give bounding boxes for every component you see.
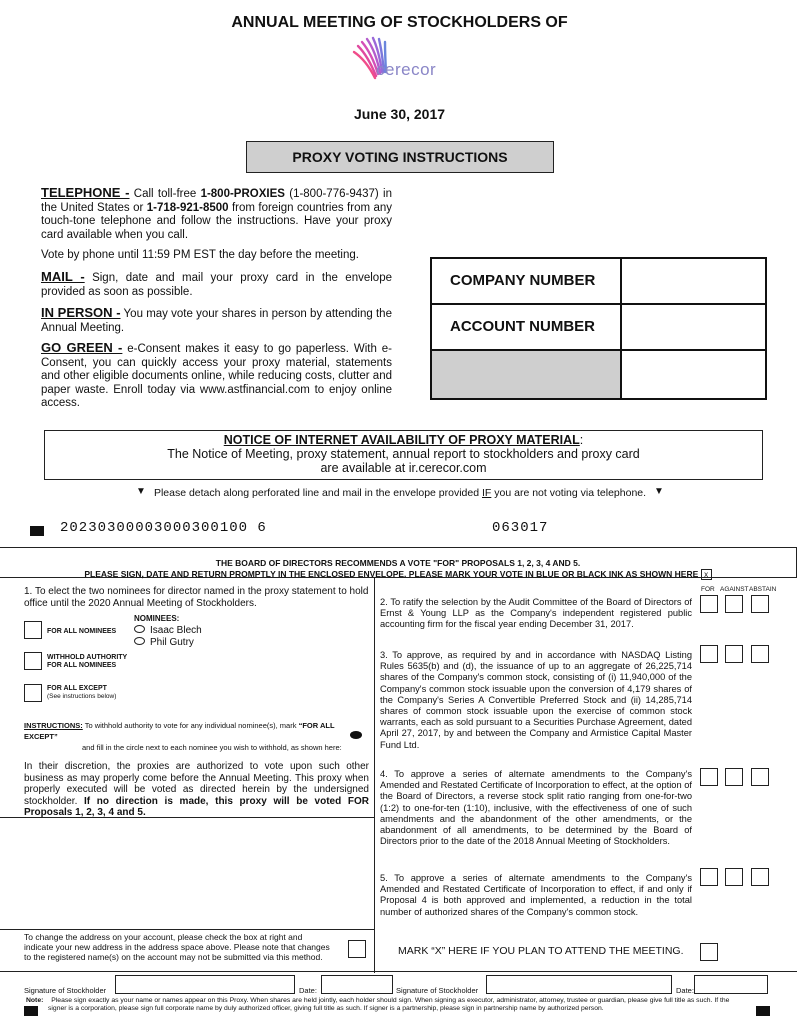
telephone-foreign-number: 1-718-921-8500 [146, 201, 229, 214]
company-account-box [430, 257, 767, 400]
notice-line-1: The Notice of Meeting, proxy statement, annual report to stockholders and proxy card [167, 447, 640, 461]
in-person-text: You may vote your shares in person by attending the Annual Meeting. [41, 308, 392, 334]
withhold-authority-label-2: FOR ALL NOMINEES [47, 662, 117, 669]
nominee-name: Isaac Blech [150, 625, 202, 636]
nominees-heading: NOMINEES: [134, 614, 180, 623]
barcode-code: 063017 [492, 520, 549, 536]
mail-heading: MAIL - [41, 269, 85, 284]
section-rule [0, 971, 797, 972]
nominee-phil-gutry [134, 637, 194, 648]
discretion-bold: If no direction is made, this proxy will be voted FOR Proposals 1, 2, 3, 4 and 5. [24, 795, 369, 818]
instructions-text-1: To withhold authority to vote for any individual nominee(s), mark [82, 721, 299, 730]
proposal-3-against[interactable] [725, 645, 743, 663]
vote-by-phone-deadline: Vote by phone until 11:59 PM EST the day before the meeting. [41, 249, 359, 261]
registration-mark [30, 526, 44, 536]
board-line-2: PLEASE SIGN, DATE AND RETURN PROMPTLY IN THE ENCLOSED ENVELOPE. PLEASE MARK YOUR VOTE IN BLUE OR BLACK INK AS SHOWN HERE [84, 569, 699, 579]
notice-heading: NOTICE OF INTERNET AVAILABILITY OF PROXY MATERIAL [223, 433, 580, 447]
meeting-title: ANNUAL MEETING OF STOCKHOLDERS OF [231, 14, 568, 31]
proposal-3-for[interactable] [700, 645, 718, 663]
for-all-except-label: FOR ALL EXCEPT [47, 685, 107, 692]
for-all-except-checkbox[interactable] [24, 684, 42, 702]
telephone-heading: TELEPHONE - [41, 185, 130, 200]
signature-note [26, 997, 748, 1013]
instructions-heading: INSTRUCTIONS: [24, 721, 83, 730]
proposal-4-against[interactable] [725, 768, 743, 786]
withhold-authority-checkbox[interactable] [24, 652, 42, 670]
date-label-2: Date: [676, 986, 694, 995]
section-rule [0, 929, 374, 930]
mail-text: Sign, date and mail your proxy card in the envelope provided as soon as possible. [41, 272, 392, 298]
account-number-label: ACCOUNT NUMBER [450, 318, 595, 335]
signature-label-1: Signature of Stockholder [24, 986, 107, 995]
filled-circle-example [350, 731, 362, 739]
registration-mark [24, 1006, 38, 1016]
notice-line-2: are available at ir.cerecor.com [320, 461, 487, 475]
account-number-row [432, 305, 765, 351]
detach-text-2: you are not voting via telephone. [491, 487, 647, 499]
proposal-4-abstain[interactable] [751, 768, 769, 786]
example-mark-box: x [701, 569, 712, 580]
attend-meeting-checkbox[interactable] [700, 943, 718, 961]
go-green-instructions [41, 341, 392, 411]
for-all-nominees-checkbox[interactable] [24, 621, 42, 639]
section-rule [0, 817, 374, 818]
detach-instruction [140, 487, 660, 499]
internet-availability-notice [44, 430, 763, 480]
discretion-text-1: In their discretion, the proxies are authorized to vote upon such other business as may properly come before the Annual Meeting. This proxy when properly executed will be voted as directed herein by the undersigned stockholder. [24, 761, 369, 807]
date-label-1: Date: [299, 986, 317, 995]
column-for: FOR [701, 586, 715, 593]
column-against: AGAINST [720, 586, 749, 593]
down-arrow-icon: ▼ [136, 486, 146, 497]
column-abstain: ABSTAIN [749, 586, 777, 593]
proposal-5-against[interactable] [725, 868, 743, 886]
nominee-circle[interactable] [134, 637, 145, 645]
date-field-2[interactable] [694, 975, 768, 994]
down-arrow-icon: ▼ [654, 486, 664, 497]
go-green-heading: GO GREEN - [41, 340, 123, 355]
signature-field-2[interactable] [486, 975, 672, 994]
address-change-text: To change the address on your account, please check the box at right and indicate your new address in the address space above. Please note that changes to the registered name(s) on the account may not be submitted via this method. [24, 932, 330, 962]
instructions-text-2: and fill in the circle next to each nominee you wish to withhold, as shown here: [82, 743, 342, 752]
address-change-checkbox[interactable] [348, 940, 366, 958]
company-number-row [432, 259, 765, 305]
proposal-2-abstain[interactable] [751, 595, 769, 613]
registration-mark [756, 1006, 770, 1016]
nominee-circle[interactable] [134, 625, 145, 633]
board-recommendation [0, 547, 797, 578]
telephone-text-3: from foreign countries from any touch-tone telephone and follow the instructions. Have your proxy card available when you call. [41, 201, 392, 241]
nominee-isaac-blech [134, 625, 202, 636]
in-person-instructions [41, 306, 392, 335]
nominee-name: Phil Gutry [150, 637, 194, 648]
for-all-except-sub: (See instructions below) [47, 693, 117, 700]
proposal-5-for[interactable] [700, 868, 718, 886]
detach-if: IF [482, 487, 492, 499]
proposal-5-text: 5. To approve a series of alternate amendments to the Company's Amended and Restated Certificate of Incorporation to effect, if and only if Proposal 4 is both approved and implemented, a reduction in the total number of authorized shares of the Company's common stock. [380, 873, 692, 917]
proposal-5-abstain[interactable] [751, 868, 769, 886]
detach-text-1: Please detach along perforated line and mail in the envelope provided [153, 487, 482, 499]
note-label: Note: [26, 997, 44, 1004]
proposal-3-abstain[interactable] [751, 645, 769, 663]
withhold-authority-label: WITHHOLD AUTHORITY [47, 654, 128, 661]
telephone-text: Call toll-free [129, 188, 201, 200]
signature-field-1[interactable] [115, 975, 295, 994]
attend-meeting-label: MARK “X” HERE IF YOU PLAN TO ATTEND THE MEETING. [398, 945, 684, 957]
go-green-text: e-Consent makes it easy to go paperless. With e-Consent, you can quickly access your proxy material, statements and other eligible documents online, while reducing costs, clutter and paper waste. Enroll today via www.astfinancial.com to enjoy online access. [41, 343, 392, 409]
note-text: Please sign exactly as your name or names appear on this Proxy. When shares are held jointly, each holder should sign. When signing as executor, administrator, attorney, trustee or guardian, please give full title as such. If the signer is a corporation, please sign full corporate name by duly authorized officer, giving full title as such. If signer is a partnership, please sign in partnership name by authorized person. [48, 997, 730, 1012]
board-line-1: THE BOARD OF DIRECTORS RECOMMENDS A VOTE "FOR" PROPOSALS 1, 2, 3, 4 AND 5. [215, 558, 581, 568]
proxy-voting-instructions-title: PROXY VOTING INSTRUCTIONS [246, 141, 554, 173]
date-field-1[interactable] [321, 975, 393, 994]
proposal-2-against[interactable] [725, 595, 743, 613]
notice-colon: : [579, 433, 584, 447]
shaded-cell [432, 351, 620, 398]
column-divider [620, 259, 622, 398]
mail-instructions [41, 270, 392, 299]
discretion-text [24, 761, 369, 819]
proposal-2-text: 2. To ratify the selection by the Audit Committee of the Board of Directors of Ernst & Young LLP as the Company's independent registered public accounting firm for the fiscal year ending December 31, 2017. [380, 597, 692, 630]
withhold-instructions [24, 720, 369, 753]
cerecor-logo-text: cerecor [376, 60, 437, 79]
telephone-number: 1-800-PROXIES [200, 188, 285, 200]
company-number-label: COMPANY NUMBER [450, 272, 596, 289]
proposal-4-text: 4. To approve a series of alternate amendments to the Company's Amended and Restated Certificate of Incorporation to effect, at the option of the Board of Directors, a reverse stock split ratio ranging from one-for-two (1:2) to one-for-ten (1:10), inclusive, with the effectiveness of one of such amendments and the abandonment of the other amendments, or the abandonment of all amendments, to be determined by the Board of Directors prior to the date of the 2018 Annual Meeting of Stockholders. [380, 769, 692, 847]
proposal-1-text: 1. To elect the two nominees for director named in the proxy statement to hold office until the 2020 Annual Meeting of Stockholders. [24, 586, 369, 609]
in-person-heading: IN PERSON - [41, 305, 121, 320]
for-all-nominees-label: FOR ALL NOMINEES [47, 628, 117, 635]
meeting-date: June 30, 2017 [353, 106, 446, 122]
ballot-divider [374, 578, 375, 973]
telephone-text-2: (1-800-776-9437) in the United States or [41, 188, 392, 214]
proposal-2-for[interactable] [700, 595, 718, 613]
barcode-number: 20230300003000300100 6 [60, 520, 267, 536]
proposal-4-for[interactable] [700, 768, 718, 786]
signature-label-2: Signature of Stockholder [396, 986, 479, 995]
telephone-instructions [41, 186, 392, 242]
instructions-bold: “FOR ALL EXCEPT” [24, 721, 335, 741]
proposal-3-text: 3. To approve, as required by and in accordance with NASDAQ Listing Rules 5635(b) and (d), the issuance of up to an aggregate of 26,225,714 shares of the Company's common stock, consisting of (i) 11,940,000 of the Company's common stock issuable upon the conversion of 4,179 shares of the Company's Series A Convertible Preferred Stock and (ii) 14,285,714 shares of common stock issuable upon the exercise of common stock warrants, each as sold pursuant to a Securities Purchase Agreement, dated April 27, 2017, by and between the Company and Armistice Capital Master Fund Ltd. [380, 650, 692, 750]
